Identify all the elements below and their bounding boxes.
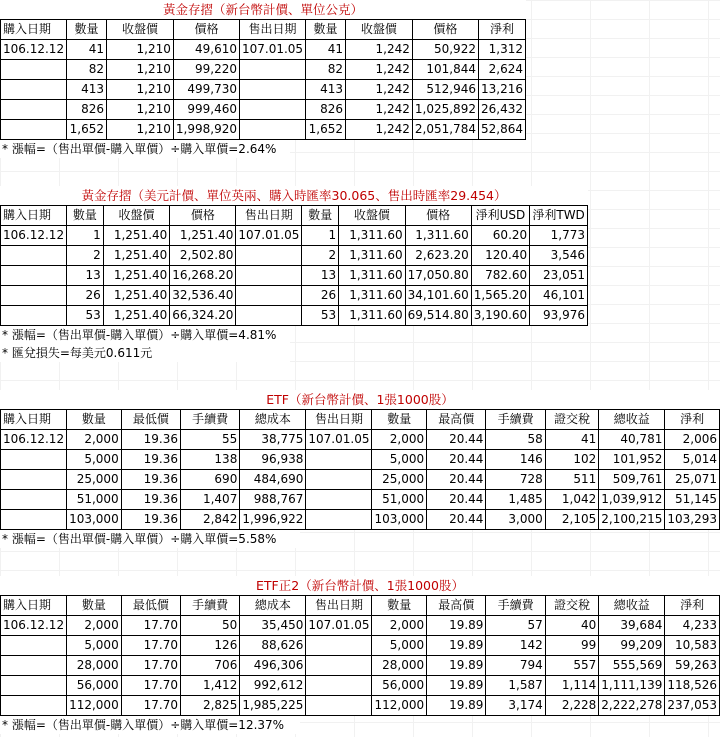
column-header[interactable]: 淨利 [478,20,525,40]
table-cell[interactable]: 17.70 [121,636,180,656]
table-cell[interactable]: 413 [67,80,107,100]
table-cell[interactable]: 1,251.40 [170,226,236,246]
table-cell[interactable]: 1,039,912 [599,490,665,510]
etf2-table [0,595,720,716]
table-cell[interactable]: 1,412 [181,676,240,696]
gold-usd-table [0,205,588,326]
table-cell[interactable]: 499,730 [173,80,239,100]
column-header[interactable]: 總收益 [599,596,665,616]
table-cell[interactable]: 25,000 [67,470,122,490]
table-row [1,636,720,656]
table-cell[interactable] [1,636,67,656]
column-header[interactable]: 數量 [67,20,107,40]
table-cell[interactable]: 496,306 [240,656,306,676]
column-header[interactable]: 總成本 [240,596,306,616]
column-header[interactable]: 數量 [67,206,104,226]
table-cell[interactable]: 106.12.12 [1,616,67,636]
table-cell[interactable]: 103,293 [665,510,720,530]
table-cell[interactable]: 1,251.40 [103,286,170,306]
table-cell[interactable]: 39,684 [599,616,665,636]
column-header[interactable]: 淨利TWD [530,206,588,226]
table-cell[interactable]: 23,051 [530,266,588,286]
table-cell[interactable]: 69,514.80 [405,306,471,326]
table-cell[interactable]: 32,536.40 [170,286,236,306]
table-cell[interactable]: 2,623.20 [405,246,471,266]
table-cell[interactable]: 484,690 [240,470,306,490]
table-cell[interactable]: 56,000 [372,676,427,696]
column-header[interactable]: 手續費 [486,410,545,430]
column-header[interactable]: 最高價 [427,596,486,616]
table-cell[interactable]: 555,569 [599,656,665,676]
table-row [1,450,720,470]
table-cell[interactable]: 10,583 [665,636,720,656]
column-header[interactable]: 價格 [412,20,478,40]
column-header[interactable]: 收盤價 [345,20,412,40]
table-cell[interactable]: 794 [486,656,545,676]
table-cell[interactable]: 728 [486,470,545,490]
table-cell[interactable]: 51,000 [372,490,427,510]
table-cell[interactable]: 107.01.05 [236,226,302,246]
table-cell[interactable] [306,470,372,490]
table-cell[interactable]: 413 [306,80,346,100]
table-cell[interactable] [306,450,372,470]
column-header[interactable]: 數量 [372,410,427,430]
column-header[interactable]: 售出日期 [236,206,302,226]
table-cell[interactable]: 66,324.20 [170,306,236,326]
column-header[interactable]: 購入日期 [1,206,67,226]
table-cell[interactable]: 509,761 [599,470,665,490]
column-header[interactable]: 價格 [173,20,239,40]
table-cell[interactable]: 19.36 [121,490,180,510]
table-cell[interactable]: 5,000 [67,636,122,656]
table-cell[interactable]: 2,624 [478,60,525,80]
table-cell[interactable]: 25,000 [372,470,427,490]
table-row [1,490,720,510]
table-cell[interactable] [239,80,305,100]
table-row [1,266,588,286]
table-cell[interactable]: 57 [486,616,545,636]
table-cell[interactable]: 101,952 [599,450,665,470]
table-cell[interactable]: 1,311.60 [339,266,406,286]
table-row [1,226,588,246]
table-cell[interactable]: 138 [181,450,240,470]
table-cell[interactable]: 28,000 [67,656,122,676]
table-cell[interactable]: 26,432 [478,100,525,120]
table-cell[interactable] [1,100,67,120]
table-cell[interactable]: 107.01.05 [239,40,305,60]
table-cell[interactable]: 93,976 [530,306,588,326]
table-cell[interactable] [1,266,67,286]
table-cell[interactable] [239,100,305,120]
table-cell[interactable]: 19.89 [427,636,486,656]
table-cell[interactable]: 2,051,784 [412,120,478,140]
table-cell[interactable] [306,490,372,510]
table-cell[interactable] [1,80,67,100]
table-cell[interactable] [1,246,67,266]
table-cell[interactable]: 20.44 [427,470,486,490]
table-cell[interactable]: 99 [545,636,599,656]
column-header[interactable]: 收盤價 [103,206,170,226]
column-header[interactable]: 手續費 [486,596,545,616]
footnote: * 匯兌損失=每美元0.611元 [2,346,153,360]
etf-table [0,409,720,530]
table-cell[interactable]: 13,216 [478,80,525,100]
table-row [1,246,588,266]
table-cell[interactable]: 59,263 [665,656,720,676]
table-cell[interactable]: 26 [67,286,104,306]
table-cell[interactable]: 2,105 [545,510,599,530]
table-cell[interactable]: 13 [302,266,339,286]
table-row [1,80,526,100]
table-row [1,430,720,450]
column-header[interactable]: 購入日期 [1,20,67,40]
table-cell[interactable]: 1,652 [67,120,107,140]
table-cell[interactable]: 19.89 [427,676,486,696]
table-cell[interactable]: 511 [545,470,599,490]
table-cell[interactable]: 52,864 [478,120,525,140]
table-cell[interactable]: 1 [302,226,339,246]
column-header[interactable]: 購入日期 [1,410,67,430]
table-cell[interactable] [236,266,302,286]
table-cell[interactable]: 46,101 [530,286,588,306]
table-cell[interactable]: 1,210 [107,60,174,80]
table-cell[interactable]: 2,000 [372,616,427,636]
table-cell[interactable] [1,286,67,306]
column-header[interactable]: 最低價 [121,410,180,430]
table-row [1,616,720,636]
table-cell[interactable]: 20.44 [427,450,486,470]
table-cell[interactable] [1,306,67,326]
table-cell[interactable] [306,656,372,676]
table-cell[interactable]: 106.12.12 [1,226,67,246]
table-cell[interactable] [1,696,67,716]
table-cell[interactable]: 1,587 [486,676,545,696]
table-cell[interactable]: 992,612 [240,676,306,696]
column-header[interactable]: 售出日期 [239,20,305,40]
column-header[interactable]: 最高價 [427,410,486,430]
column-header[interactable]: 最低價 [121,596,180,616]
table-cell[interactable]: 1,042 [545,490,599,510]
table-row [1,306,588,326]
table-cell[interactable]: 1,210 [107,80,174,100]
table-cell[interactable] [239,120,305,140]
footnote: * 漲幅=（售出單價-購入單價）÷購入單價=5.58% [2,532,277,546]
table-cell[interactable]: 5,000 [67,450,122,470]
header-row [1,206,588,226]
table-row [1,60,526,80]
table-cell[interactable]: 5,000 [372,636,427,656]
table-row [1,100,526,120]
gold-twd-section [0,0,526,158]
column-header[interactable]: 淨利 [665,596,720,616]
table-cell[interactable] [1,120,67,140]
table-cell[interactable]: 106.12.12 [1,430,67,450]
table-cell[interactable]: 237,053 [665,696,720,716]
table-cell[interactable]: 17,050.80 [405,266,471,286]
table-cell[interactable]: 88,626 [240,636,306,656]
column-header[interactable]: 售出日期 [306,596,372,616]
table-cell[interactable]: 99,220 [173,60,239,80]
table-cell[interactable]: 19.89 [427,656,486,676]
table-row [1,696,720,716]
header-row [1,410,720,430]
footnote: * 漲幅=（售出單價-購入單價）÷購入單價=12.37% [2,718,285,732]
table-cell[interactable]: 1,311.60 [339,246,406,266]
table-cell[interactable]: 782.60 [471,266,529,286]
table-cell[interactable]: 3,190.60 [471,306,529,326]
column-header[interactable]: 手續費 [181,596,240,616]
table-row [1,40,526,60]
table-cell[interactable] [306,510,372,530]
table-cell[interactable]: 5,000 [372,450,427,470]
table-cell[interactable]: 1,025,892 [412,100,478,120]
table-cell[interactable] [1,510,67,530]
table-cell[interactable]: 512,946 [412,80,478,100]
table-cell[interactable]: 50,922 [412,40,478,60]
table-cell[interactable]: 1,251.40 [103,246,170,266]
table-cell[interactable]: 17.70 [121,696,180,716]
table-cell[interactable]: 103,000 [372,510,427,530]
etf-section [0,390,720,548]
table-cell[interactable]: 28,000 [372,656,427,676]
section-title: 黃金存摺（新台幣計價、單位公克） [162,2,363,17]
table-cell[interactable]: 51,145 [665,490,720,510]
table-cell[interactable]: 1,407 [181,490,240,510]
table-cell[interactable]: 1,985,225 [240,696,306,716]
table-cell[interactable]: 3,000 [486,510,545,530]
column-header[interactable]: 價格 [405,206,471,226]
table-row [1,286,588,306]
table-cell[interactable]: 1,998,920 [173,120,239,140]
table-cell[interactable] [236,286,302,306]
table-cell[interactable]: 20.44 [427,430,486,450]
table-cell[interactable]: 49,610 [173,40,239,60]
table-cell[interactable]: 19.36 [121,430,180,450]
column-header[interactable]: 收盤價 [107,20,174,40]
table-cell[interactable]: 41 [545,430,599,450]
table-cell[interactable]: 41 [67,40,107,60]
table-cell[interactable]: 1,565.20 [471,286,529,306]
table-cell[interactable]: 1,311.60 [405,226,471,246]
column-header[interactable]: 收盤價 [339,206,406,226]
column-header[interactable]: 售出日期 [306,410,372,430]
table-cell[interactable]: 2,100,215 [599,510,665,530]
column-header[interactable]: 數量 [67,410,122,430]
table-cell[interactable]: 20.44 [427,490,486,510]
table-cell[interactable]: 17.70 [121,656,180,676]
table-cell[interactable]: 106.12.12 [1,40,67,60]
table-cell[interactable]: 82 [306,60,346,80]
section-title: ETF（新台幣計價、1張1000股） [0,390,720,409]
table-cell[interactable]: 1,311.60 [339,306,406,326]
table-cell[interactable]: 1 [67,226,104,246]
table-cell[interactable]: 2,222,278 [599,696,665,716]
table-cell[interactable]: 103,000 [67,510,122,530]
column-header[interactable]: 購入日期 [1,596,67,616]
table-cell[interactable] [1,490,67,510]
table-cell[interactable]: 4,233 [665,616,720,636]
table-cell[interactable]: 13 [67,266,104,286]
table-cell[interactable]: 1,311.60 [339,226,406,246]
table-cell[interactable]: 2,502.80 [170,246,236,266]
table-cell[interactable]: 82 [67,60,107,80]
table-cell[interactable]: 1,114 [545,676,599,696]
table-cell[interactable]: 2,842 [181,510,240,530]
table-cell[interactable] [1,676,67,696]
table-cell[interactable]: 1,251.40 [103,306,170,326]
table-cell[interactable]: 40 [545,616,599,636]
table-cell[interactable]: 3,174 [486,696,545,716]
table-cell[interactable]: 56,000 [67,676,122,696]
table-cell[interactable]: 2,006 [665,430,720,450]
etf2-section [0,576,720,734]
column-header[interactable]: 總收益 [599,410,665,430]
table-cell[interactable]: 96,938 [240,450,306,470]
table-cell[interactable]: 2,228 [545,696,599,716]
table-cell[interactable]: 50 [181,616,240,636]
table-cell[interactable]: 41 [306,40,346,60]
column-header[interactable]: 證交稅 [545,596,599,616]
table-cell[interactable] [1,470,67,490]
table-cell[interactable]: 51,000 [67,490,122,510]
table-cell[interactable]: 126 [181,636,240,656]
table-cell[interactable]: 1,242 [345,80,412,100]
table-cell[interactable]: 3,546 [530,246,588,266]
table-cell[interactable]: 102 [545,450,599,470]
table-cell[interactable]: 26 [302,286,339,306]
table-cell[interactable]: 107.01.05 [306,430,372,450]
table-cell[interactable] [239,60,305,80]
table-cell[interactable]: 2 [67,246,104,266]
footnote: * 漲幅=（售出單價-購入單價）÷購入單價=2.64% [2,142,277,156]
column-header[interactable]: 數量 [302,206,339,226]
gold-twd-table [0,19,526,140]
table-cell[interactable]: 99,209 [599,636,665,656]
table-cell[interactable] [306,696,372,716]
column-header[interactable]: 數量 [67,596,122,616]
table-cell[interactable]: 40,781 [599,430,665,450]
column-header[interactable]: 淨利 [665,410,720,430]
table-cell[interactable]: 2,000 [67,430,122,450]
table-cell[interactable]: 5,014 [665,450,720,470]
table-cell[interactable]: 1,242 [345,40,412,60]
table-cell[interactable]: 60.20 [471,226,529,246]
table-cell[interactable] [1,60,67,80]
table-row [1,656,720,676]
table-cell[interactable]: 19.89 [427,696,486,716]
table-cell[interactable]: 2 [302,246,339,266]
table-cell[interactable]: 1,996,922 [240,510,306,530]
header-row [1,596,720,616]
table-cell[interactable]: 1,311.60 [339,286,406,306]
column-header[interactable]: 數量 [306,20,346,40]
table-row [1,676,720,696]
table-cell[interactable]: 690 [181,470,240,490]
table-cell[interactable]: 1,251.40 [103,266,170,286]
table-cell[interactable]: 1,111,139 [599,676,665,696]
table-cell[interactable]: 38,775 [240,430,306,450]
table-cell[interactable]: 2,825 [181,696,240,716]
table-cell[interactable]: 1,210 [107,40,174,60]
table-row [1,470,720,490]
table-cell[interactable]: 1,251.40 [103,226,170,246]
table-cell[interactable] [1,656,67,676]
column-header[interactable]: 總成本 [240,410,306,430]
table-cell[interactable]: 1,210 [107,100,174,120]
table-cell[interactable]: 25,071 [665,470,720,490]
table-cell[interactable] [236,306,302,326]
table-cell[interactable]: 2,000 [372,430,427,450]
table-cell[interactable]: 55 [181,430,240,450]
table-cell[interactable] [306,676,372,696]
section-title: 黃金存摺（美元計價、單位英兩、購入時匯率30.065、售出時匯率29.454） [0,186,588,205]
table-cell[interactable]: 146 [486,450,545,470]
table-cell[interactable]: 107.01.05 [306,616,372,636]
table-cell[interactable]: 17.70 [121,616,180,636]
column-header[interactable]: 手續費 [181,410,240,430]
table-cell[interactable]: 826 [306,100,346,120]
table-cell[interactable]: 34,101.60 [405,286,471,306]
table-row [1,510,720,530]
table-cell[interactable]: 17.70 [121,676,180,696]
table-cell[interactable]: 101,844 [412,60,478,80]
table-cell[interactable]: 53 [302,306,339,326]
header-row [1,20,526,40]
table-cell[interactable]: 1,242 [345,120,412,140]
column-header[interactable]: 數量 [372,596,427,616]
table-cell[interactable]: 1,210 [107,120,174,140]
table-cell[interactable]: 58 [486,430,545,450]
table-cell[interactable]: 112,000 [372,696,427,716]
table-cell[interactable]: 1,242 [345,60,412,80]
table-cell[interactable]: 35,450 [240,616,306,636]
table-cell[interactable] [306,636,372,656]
table-cell[interactable]: 1,485 [486,490,545,510]
table-row [1,120,526,140]
table-cell[interactable]: 1,773 [530,226,588,246]
column-header[interactable]: 淨利USD [471,206,529,226]
table-cell[interactable]: 999,460 [173,100,239,120]
table-cell[interactable]: 2,000 [67,616,122,636]
column-header[interactable]: 證交稅 [545,410,599,430]
table-cell[interactable]: 19.36 [121,470,180,490]
table-cell[interactable]: 120.40 [471,246,529,266]
table-cell[interactable]: 16,268.20 [170,266,236,286]
table-cell[interactable] [236,246,302,266]
table-cell[interactable] [1,450,67,470]
table-cell[interactable]: 826 [67,100,107,120]
table-cell[interactable]: 19.36 [121,450,180,470]
table-cell[interactable]: 20.44 [427,510,486,530]
table-cell[interactable]: 1,652 [306,120,346,140]
table-cell[interactable]: 142 [486,636,545,656]
table-cell[interactable]: 706 [181,656,240,676]
table-cell[interactable]: 19.89 [427,616,486,636]
table-cell[interactable]: 19.36 [121,510,180,530]
table-cell[interactable]: 988,767 [240,490,306,510]
table-cell[interactable]: 1,242 [345,100,412,120]
table-cell[interactable]: 1,312 [478,40,525,60]
column-header[interactable]: 價格 [170,206,236,226]
table-cell[interactable]: 53 [67,306,104,326]
table-cell[interactable]: 557 [545,656,599,676]
table-cell[interactable]: 118,526 [665,676,720,696]
section-title: ETF正2（新台幣計價、1張1000股） [0,576,720,595]
footnote: * 漲幅=（售出單價-購入單價）÷購入單價=4.81% [2,328,277,342]
gold-usd-section [0,186,588,362]
table-cell[interactable]: 112,000 [67,696,122,716]
